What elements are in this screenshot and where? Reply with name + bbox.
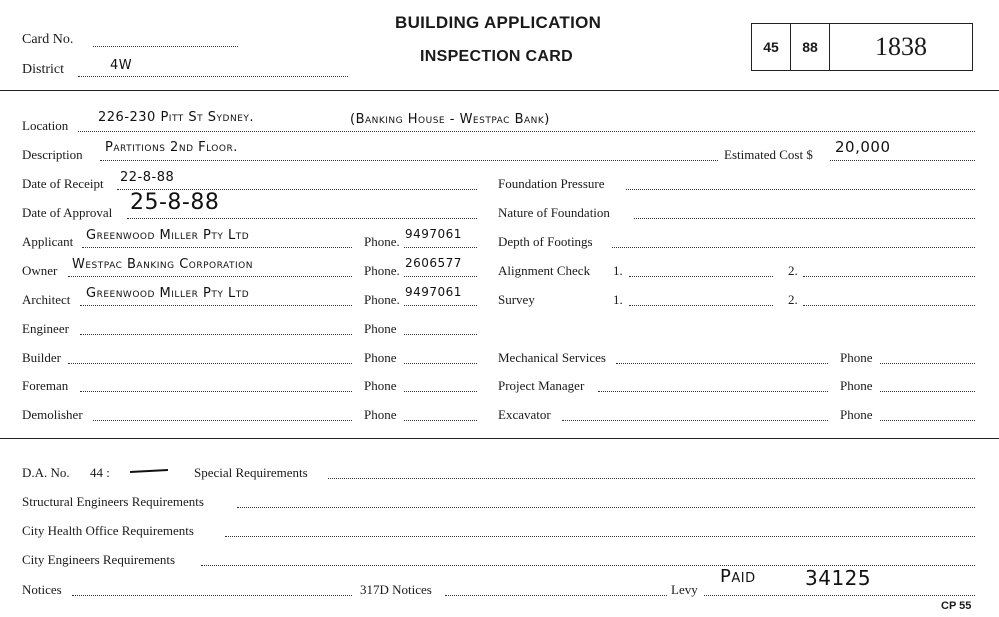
divider-middle xyxy=(0,438,999,439)
applicant-phone-label: Phone. xyxy=(364,234,400,249)
nature-foundation-field[interactable] xyxy=(634,218,975,219)
box-cell-number: 1838 xyxy=(875,32,927,61)
survey-field-1[interactable] xyxy=(629,305,773,306)
box-cell-b: 88 xyxy=(791,24,830,70)
engineer-phone-field[interactable] xyxy=(404,334,477,335)
da-no-dash xyxy=(130,469,168,473)
health-req-label: City Health Office Requirements xyxy=(22,523,194,538)
project-manager-label: Project Manager xyxy=(498,378,585,393)
form-code: CP 55 xyxy=(941,600,972,612)
survey-num2: 2. xyxy=(788,292,798,307)
owner-phone: 2606577 xyxy=(405,256,462,270)
architect-value: Greenwood Miller Pty Ltd xyxy=(86,286,250,301)
mechanical-phone-label: Phone xyxy=(840,350,873,365)
owner-phone-label: Phone. xyxy=(364,263,400,278)
applicant-label: Applicant xyxy=(22,234,74,249)
engineer-field[interactable] xyxy=(80,334,352,335)
date-receipt-value: 22-8-88 xyxy=(120,170,175,185)
box-cell-a: 45 xyxy=(752,24,791,70)
card-no-label: Card No. xyxy=(22,32,74,47)
excavator-phone-field[interactable] xyxy=(880,420,975,421)
location-value: 226-230 Pitt St Sydney. xyxy=(98,110,255,125)
description-field[interactable] xyxy=(100,160,718,161)
card-no-field[interactable] xyxy=(93,46,238,47)
description-value: Partitions 2nd Floor. xyxy=(105,140,238,155)
levy-value: 34125 xyxy=(805,566,872,590)
architect-phone-field[interactable] xyxy=(404,305,477,306)
divider-top xyxy=(0,90,999,91)
health-req-field[interactable] xyxy=(225,536,975,537)
builder-label: Builder xyxy=(22,350,61,365)
levy-field[interactable] xyxy=(704,595,975,596)
excavator-field[interactable] xyxy=(562,420,828,421)
da-no-value: 44 : xyxy=(90,465,110,480)
survey-label: Survey xyxy=(498,292,535,307)
estimated-cost-value: 20,000 xyxy=(835,138,891,156)
builder-phone-label: Phone xyxy=(364,350,397,365)
demolisher-phone-field[interactable] xyxy=(404,420,477,421)
alignment-check-label: Alignment Check xyxy=(498,263,591,278)
mechanical-field[interactable] xyxy=(616,363,828,364)
foreman-label: Foreman xyxy=(22,378,69,393)
city-eng-req-label: City Engineers Requirements xyxy=(22,552,176,567)
district-field[interactable] xyxy=(78,76,348,77)
excavator-phone-label: Phone xyxy=(840,407,873,422)
project-manager-field[interactable] xyxy=(598,391,828,392)
levy-paid: Paid xyxy=(720,566,756,587)
owner-value: Westpac Banking Corporation xyxy=(72,257,253,272)
applicant-phone: 9497061 xyxy=(405,227,462,241)
estimated-cost-field[interactable] xyxy=(830,160,975,161)
da-no-label: D.A. No. xyxy=(22,465,70,480)
mechanical-phone-field[interactable] xyxy=(880,363,975,364)
date-approval-field[interactable] xyxy=(127,218,477,219)
builder-phone-field[interactable] xyxy=(404,363,477,364)
location-label: Location xyxy=(22,118,69,133)
date-receipt-label: Date of Receipt xyxy=(22,176,104,191)
foundation-pressure-field[interactable] xyxy=(626,189,975,190)
foreman-phone-field[interactable] xyxy=(404,391,477,392)
description-label: Description xyxy=(22,147,83,162)
date-approval-value: 25-8-88 xyxy=(130,190,220,215)
depth-footings-label: Depth of Footings xyxy=(498,234,593,249)
architect-label: Architect xyxy=(22,292,71,307)
survey-field-2[interactable] xyxy=(803,305,975,306)
demolisher-field[interactable] xyxy=(93,420,352,421)
nature-foundation-label: Nature of Foundation xyxy=(498,205,610,220)
district-value: 4W xyxy=(110,58,133,73)
title-line2: INSPECTION CARD xyxy=(420,48,573,65)
applicant-phone-field[interactable] xyxy=(404,247,477,248)
owner-phone-field[interactable] xyxy=(404,276,477,277)
survey-num1: 1. xyxy=(613,292,623,307)
alignment-check-num1: 1. xyxy=(613,263,623,278)
builder-field[interactable] xyxy=(68,363,352,364)
alignment-check-num2: 2. xyxy=(788,263,798,278)
card-number-box xyxy=(751,23,973,71)
alignment-check-field-2[interactable] xyxy=(803,276,975,277)
excavator-label: Excavator xyxy=(498,407,551,422)
foreman-phone-label: Phone xyxy=(364,378,397,393)
location-field[interactable] xyxy=(78,131,975,132)
estimated-cost-label: Estimated Cost $ xyxy=(724,147,813,162)
notices-317d-label: 317D Notices xyxy=(360,582,432,597)
notices-label: Notices xyxy=(22,582,62,597)
foundation-pressure-label: Foundation Pressure xyxy=(498,176,605,191)
demolisher-phone-label: Phone xyxy=(364,407,397,422)
district-label: District xyxy=(22,62,64,77)
special-req-field[interactable] xyxy=(328,478,975,479)
demolisher-label: Demolisher xyxy=(22,407,83,422)
architect-phone: 9497061 xyxy=(405,285,462,299)
mechanical-label: Mechanical Services xyxy=(498,350,606,365)
engineer-label: Engineer xyxy=(22,321,69,336)
alignment-check-field-1[interactable] xyxy=(629,276,773,277)
architect-field[interactable] xyxy=(80,305,352,306)
architect-phone-label: Phone. xyxy=(364,292,400,307)
owner-field[interactable] xyxy=(68,276,352,277)
structural-req-label: Structural Engineers Requirements xyxy=(22,494,204,509)
notices-317d-field[interactable] xyxy=(445,595,667,596)
special-req-label: Special Requirements xyxy=(194,465,308,480)
applicant-field[interactable] xyxy=(82,247,352,248)
applicant-value: Greenwood Miller Pty Ltd xyxy=(86,228,250,243)
notices-field[interactable] xyxy=(72,595,352,596)
owner-label: Owner xyxy=(22,263,58,278)
engineer-phone-label: Phone xyxy=(364,321,397,336)
project-manager-phone-label: Phone xyxy=(840,378,873,393)
foreman-field[interactable] xyxy=(80,391,352,392)
levy-label: Levy xyxy=(671,582,698,597)
location-note: (Banking House - Westpac Bank) xyxy=(350,112,550,127)
title-line1: BUILDING APPLICATION xyxy=(395,13,602,32)
date-approval-label: Date of Approval xyxy=(22,205,113,220)
project-manager-phone-field[interactable] xyxy=(880,391,975,392)
depth-footings-field[interactable] xyxy=(612,247,975,248)
structural-req-field[interactable] xyxy=(237,507,975,508)
